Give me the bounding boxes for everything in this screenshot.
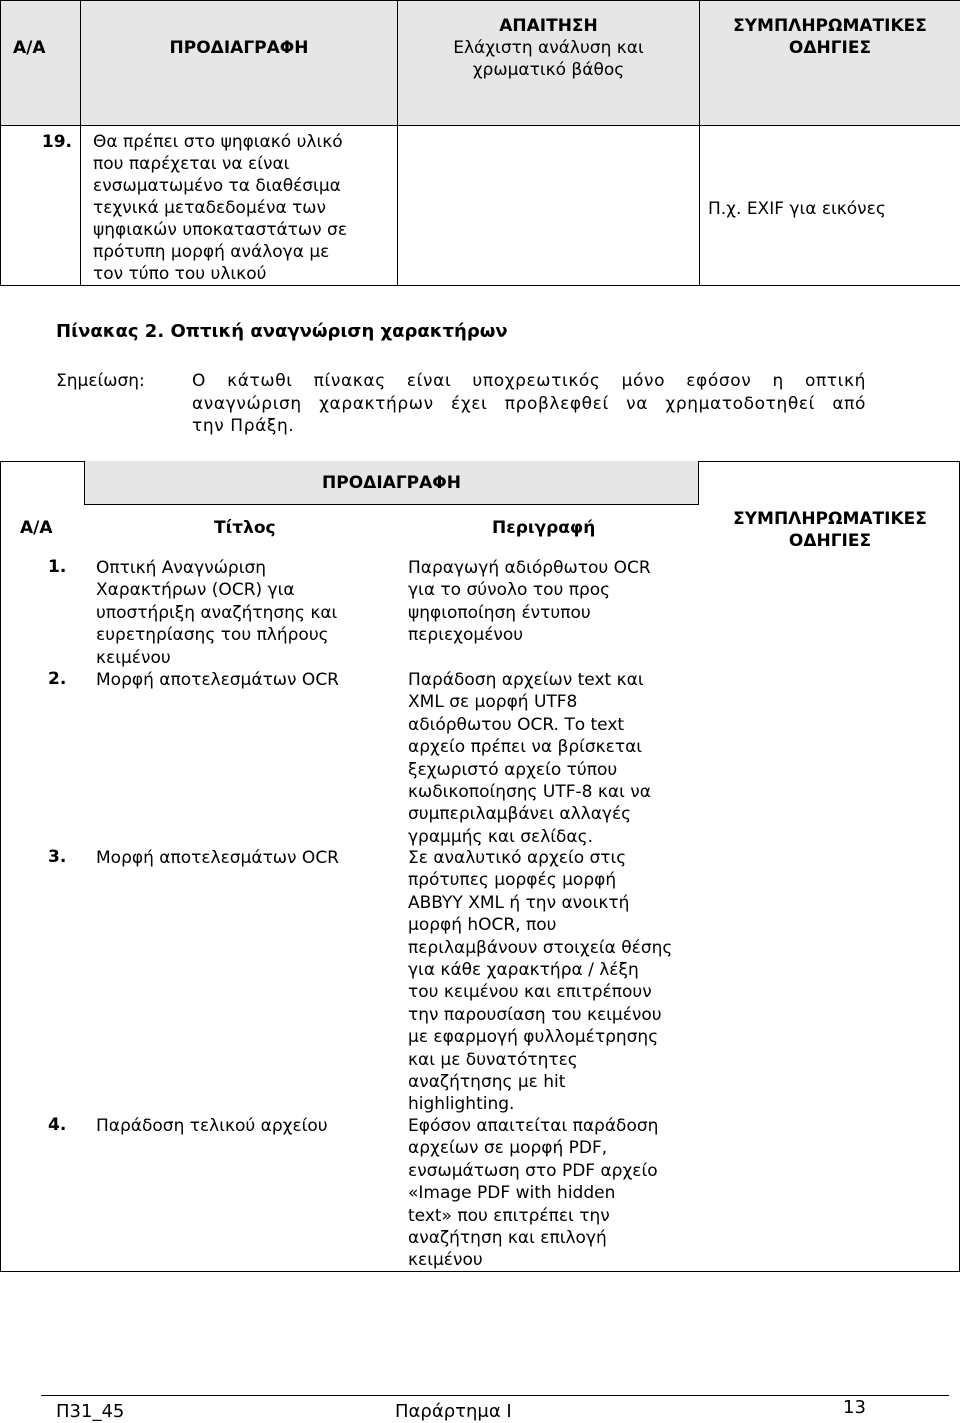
top-table-row	[1, 126, 960, 286]
desc-line: ξεχωριστό αρχείο τύπου	[408, 759, 618, 780]
ocr-row-desc	[408, 1115, 698, 1272]
note-line: την Πράξη.	[192, 416, 295, 436]
desc-line: ABBYY XML ή την ανοικτή	[408, 892, 630, 913]
requirement-line1: Ελάχιστη ανάλυση και	[453, 38, 644, 58]
desc-line: Παράδοση αρχείων text και	[408, 670, 644, 690]
note-line: αναγνώριση χαρακτήρων έχει προβλεφθεί να χρηματοδοτηθεί από	[192, 393, 866, 414]
row-number: 19.	[1, 126, 81, 286]
spec-line: τον τύπο του υλικού	[93, 264, 267, 284]
ocr-row-title	[96, 1115, 396, 1137]
desc-line: για το σύνολο του προς	[408, 580, 611, 601]
ocr-row-title	[96, 557, 396, 669]
desc-line: πρότυπες μορφές μορφή	[408, 870, 617, 891]
row-instructions: Π.χ. EXIF για εικόνες	[700, 126, 960, 286]
desc-line: αδιόρθωτου OCR. Το text	[408, 714, 625, 735]
ocr-row-number: 1.	[48, 557, 67, 577]
title-line: ευρετηρίασης του πλήρους	[96, 625, 329, 646]
top-col-requirement	[398, 1, 700, 126]
note-text	[192, 370, 866, 438]
desc-line: Εφόσον απαιτείται παράδοση	[408, 1116, 659, 1136]
title-line: κειμένου	[96, 647, 171, 668]
ocr-row-title	[96, 669, 396, 691]
desc-line: ψηφιοποίηση έντυπου	[408, 602, 591, 623]
note-label: Σημείωση:	[56, 371, 145, 391]
row-spec	[81, 126, 398, 286]
ocr-instr-line1: ΣΥΜΠΛΗΡΩΜΑΤΙΚΕΣ	[733, 509, 927, 529]
desc-line: και με δυνατότητες	[408, 1049, 578, 1070]
row-requirement	[398, 126, 700, 286]
spec-line: ενσωματωμένο τα διαθέσιμα	[93, 176, 341, 196]
spec-line: τεχνικά μεταδεδομένα των	[93, 198, 327, 218]
table-title: Οπτική αναγνώριση χαρακτήρων	[170, 321, 508, 342]
top-col-instructions	[700, 1, 960, 126]
ocr-row-number: 2.	[48, 669, 67, 689]
footer-page-number: 13	[843, 1397, 866, 1418]
table-label: Πίνακας 2.	[56, 321, 165, 342]
instructions-line1: ΣΥΜΠΛΗΡΩΜΑΤΙΚΕΣ	[733, 16, 927, 36]
note-line: Ο κάτωθι πίνακας είναι υποχρεωτικός μόνο εφόσον η οπτική	[192, 371, 866, 391]
desc-line: γραμμής και σελίδας.	[408, 826, 593, 847]
desc-line: με εφαρμογή φυλλομέτρησης	[408, 1027, 659, 1048]
title-line: Χαρακτήρων (OCR) για	[96, 580, 295, 601]
title-line: Παράδοση τελικού αρχείου	[96, 1116, 328, 1136]
ocr-col-instructions	[720, 508, 940, 552]
desc-line: text» που επιτρέπει την	[408, 1205, 610, 1226]
desc-line: συμπεριλαμβάνει αλλαγές	[408, 804, 632, 825]
title-line: Μορφή αποτελεσμάτων OCR	[96, 670, 339, 690]
title-line: Οπτική Αναγνώριση	[96, 558, 267, 578]
footer-appendix: Παράρτημα Ι	[395, 1401, 512, 1422]
table-caption	[56, 321, 508, 342]
desc-line: μορφή hOCR, που	[408, 915, 557, 936]
desc-line: του κειμένου και επιτρέπουν	[408, 982, 652, 1003]
requirement-title: ΑΠΑΙΤΗΣΗ	[499, 16, 598, 36]
instructions-line2: ΟΔΗΓΙΕΣ	[788, 38, 872, 58]
ocr-row-desc	[408, 557, 698, 647]
desc-line: highlighting.	[408, 1094, 515, 1115]
top-col-aa: Α/Α	[1, 1, 81, 126]
desc-line: XML σε μορφή UTF8	[408, 692, 578, 713]
ocr-row-desc	[408, 847, 698, 1116]
desc-line: αναζήτησης με hit	[408, 1072, 566, 1093]
title-line: Μορφή αποτελεσμάτων OCR	[96, 848, 339, 868]
spec-line: πρότυπη μορφή ανάλογα με	[93, 242, 330, 262]
ocr-row-desc	[408, 669, 698, 848]
desc-line: αρχείο πρέπει να βρίσκεται	[408, 737, 643, 758]
top-table-header	[1, 1, 960, 126]
ocr-row-number: 4.	[48, 1115, 67, 1135]
ocr-row-number: 3.	[48, 847, 67, 867]
ocr-row-title	[96, 847, 396, 869]
desc-line: Παραγωγή αδιόρθωτου OCR	[408, 558, 651, 578]
ocr-col-title: Τίτλος	[214, 518, 276, 538]
title-line: υποστήριξη αναζήτησης και	[96, 602, 338, 623]
desc-line: αναζήτηση και επιλογή	[408, 1228, 607, 1249]
footer-rule	[41, 1395, 949, 1396]
ocr-col-desc: Περιγραφή	[492, 518, 596, 538]
ocr-instr-line2: ΟΔΗΓΙΕΣ	[788, 531, 872, 551]
desc-line: Σε αναλυτικό αρχείο στις	[408, 848, 627, 868]
desc-line: κωδικοποίησης UTF-8 και να	[408, 782, 651, 803]
desc-line: αρχείων σε μορφή PDF,	[408, 1138, 608, 1159]
top-spec-table	[0, 0, 960, 286]
spec-line: που παρέχεται να είναι	[93, 154, 290, 174]
desc-line: κειμένου	[408, 1250, 483, 1271]
desc-line: ενσωμάτωση στο PDF αρχείο	[408, 1160, 658, 1181]
spec-line: Θα πρέπει στο ψηφιακό υλικό	[93, 132, 343, 152]
requirement-line2: χρωματικό βάθος	[472, 60, 625, 80]
ocr-col-aa: Α/Α	[20, 518, 53, 538]
top-col-spec: ΠΡΟΔΙΑΓΡΑΦΗ	[81, 1, 398, 126]
desc-line: περιεχομένου	[408, 625, 524, 646]
spec-line: ψηφιακών υποκαταστάτων σε	[93, 220, 348, 240]
desc-line: περιλαμβάνουν στοιχεία θέσης	[408, 937, 673, 958]
desc-line: για κάθε χαρακτήρα / λέξη	[408, 960, 639, 981]
footer-doc-code: Π31_45	[56, 1401, 125, 1422]
desc-line: «Image PDF with hidden	[408, 1183, 616, 1204]
desc-line: την παρουσίαση του κειμένου	[408, 1004, 662, 1025]
ocr-spec-header: ΠΡΟΔΙΑΓΡΑΦΗ	[84, 461, 699, 505]
